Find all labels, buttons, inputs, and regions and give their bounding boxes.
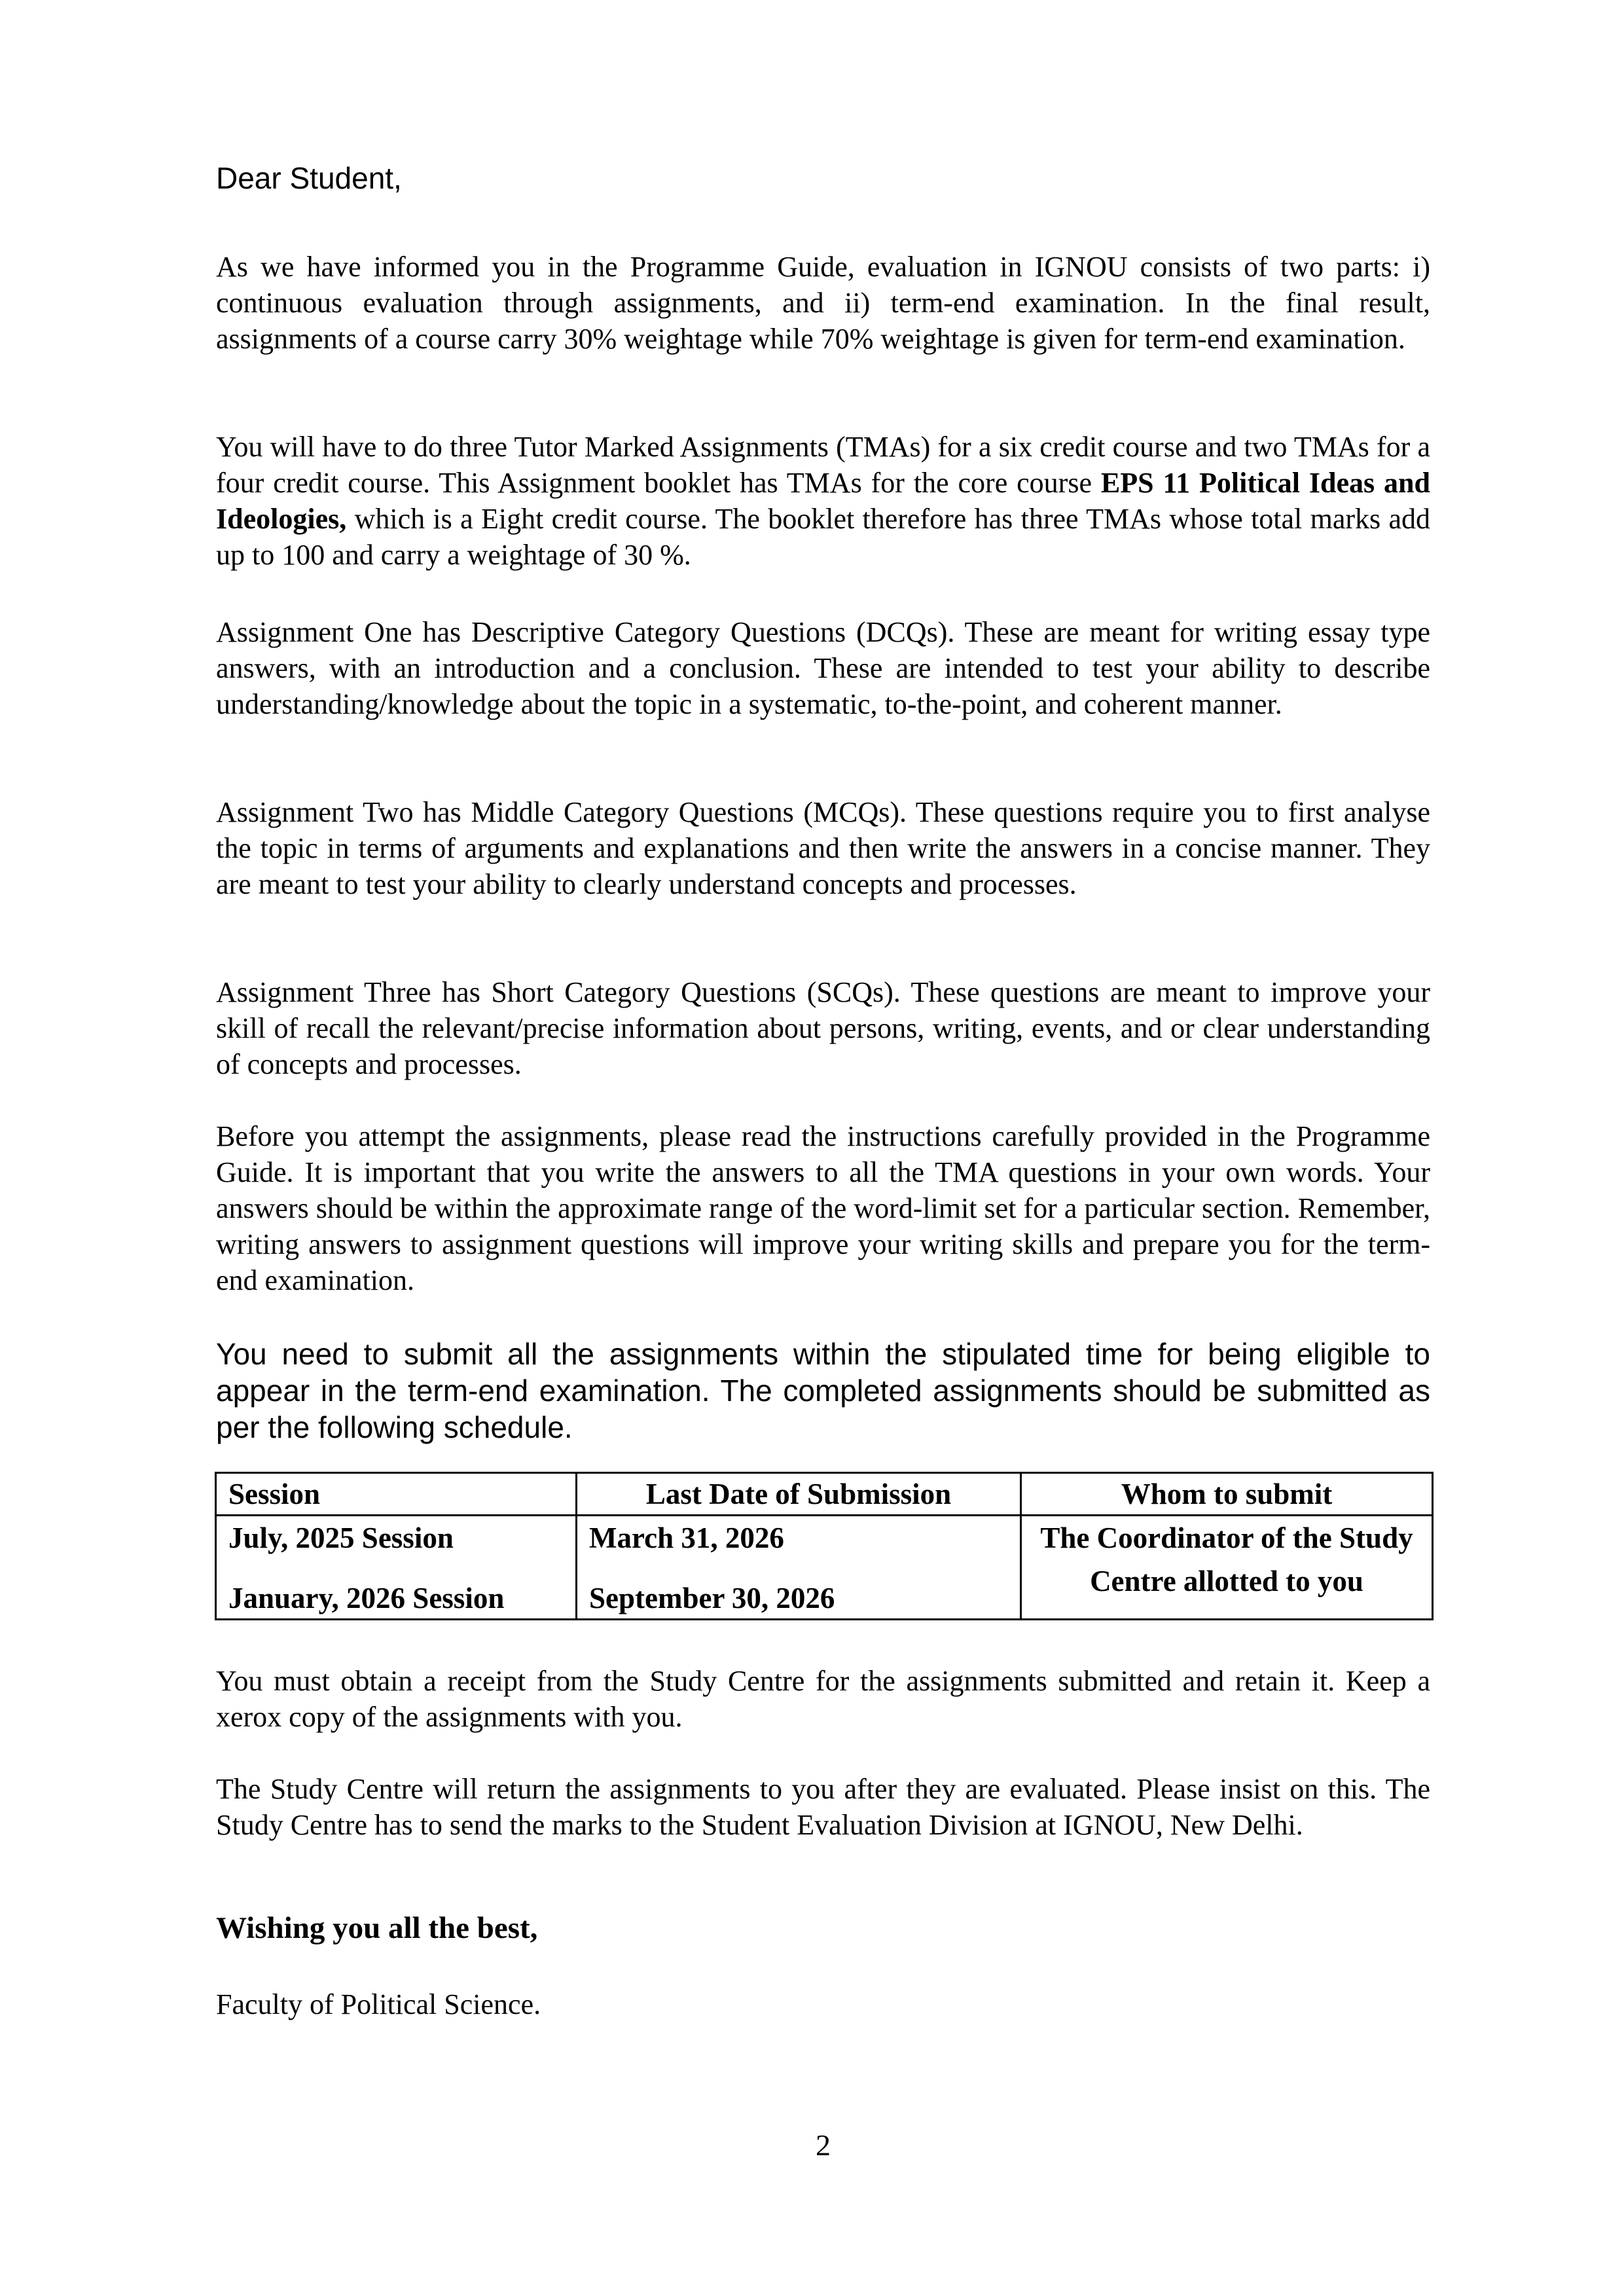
greeting: Dear Student, [216, 161, 402, 195]
session-july: July, 2025 Session [228, 1522, 454, 1554]
paragraph-assignment-three: Assignment Three has Short Category Questions (SCQs). These questions are meant to improve your skill of recall the relevant/precise information about persons, writing, events, and or clear understanding of concepts and processes. [216, 976, 1430, 1080]
signoff: Faculty of Political Science. [216, 1988, 541, 2020]
paragraph-tma-text-b: which is a Eight credit course. The booklet therefore has three TMAs whose total marks add up to 100 and carry a weightage of 30 %. [216, 503, 1430, 571]
submission-schedule-table [215, 1472, 1434, 1620]
paragraph-submission: You need to submit all the assignments within the stipulated time for being eligible to appear in the term-end examination. The completed assignments should be submitted as per the following schedule. [216, 1337, 1430, 1444]
paragraph-return: The Study Centre will return the assignments to you after they are evaluated. Please insist on this. The Study Centre has to send the marks to the Student Evaluation Division at IGNOU, New Delhi. [216, 1773, 1430, 1841]
session-january: January, 2026 Session [228, 1582, 505, 1614]
header-session: Session [216, 1473, 577, 1516]
page-number: 2 [816, 2128, 831, 2162]
paragraph-evaluation: As we have informed you in the Programme Guide, evaluation in IGNOU consists of two parts: i) continuous evaluation through assignments, and ii) term-end examination. In the final result, assignments of a course carry 30% weightage while 70% weightage is given for term-end examination. [216, 251, 1430, 355]
date-july: March 31, 2026 [589, 1522, 784, 1554]
whom-cell: The Coordinator of the Study Centre allotted to you [1021, 1516, 1433, 1620]
table-row [216, 1516, 1433, 1620]
paragraph-assignment-one: Assignment One has Descriptive Category Questions (DCQs). These are meant for writing essay type answers, with an introduction and a conclusion. These are intended to test your ability to describe understanding/knowledge about the topic in a systematic, to-the-point, and coherent manner. [216, 616, 1430, 720]
header-whom: Whom to submit [1021, 1473, 1433, 1516]
closing-line: Wishing you all the best, [216, 1911, 538, 1945]
paragraph-receipt: You must obtain a receipt from the Study Centre for the assignments submitted and retain it. Keep a xerox copy of the assignments with you. [216, 1665, 1430, 1733]
paragraph-tma-text-a: You will have to do three Tutor Marked Assignments (TMAs) for a six credit course and two TMAs for a four credit course. This Assignment booklet has TMAs for the core course [216, 431, 1430, 499]
table-header-row [216, 1473, 1433, 1516]
header-last-date: Last Date of Submission [577, 1473, 1021, 1516]
paragraph-instructions: Before you attempt the assignments, please read the instructions carefully provided in the Programme Guide. It is important that you write the answers to all the TMA questions in your own words. Your answers should be within the approximate range of the word-limit set for a particular section. Remember, writing answers to assignment questions will improve your writing skills and prepare you for the term-end examination. [216, 1120, 1430, 1296]
date-cell [577, 1516, 1021, 1620]
session-cell [216, 1516, 577, 1620]
date-january: September 30, 2026 [589, 1582, 835, 1614]
paragraph-assignment-two: Assignment Two has Middle Category Questions (MCQs). These questions require you to first analyse the topic in terms of arguments and explanations and then write the answers in a concise manner. They are meant to test your ability to clearly understand concepts and processes. [216, 796, 1430, 900]
paragraph-tma-overview [216, 429, 1430, 573]
course-title: EPS 11 Political Ideas and Ideologies, [216, 467, 1430, 535]
